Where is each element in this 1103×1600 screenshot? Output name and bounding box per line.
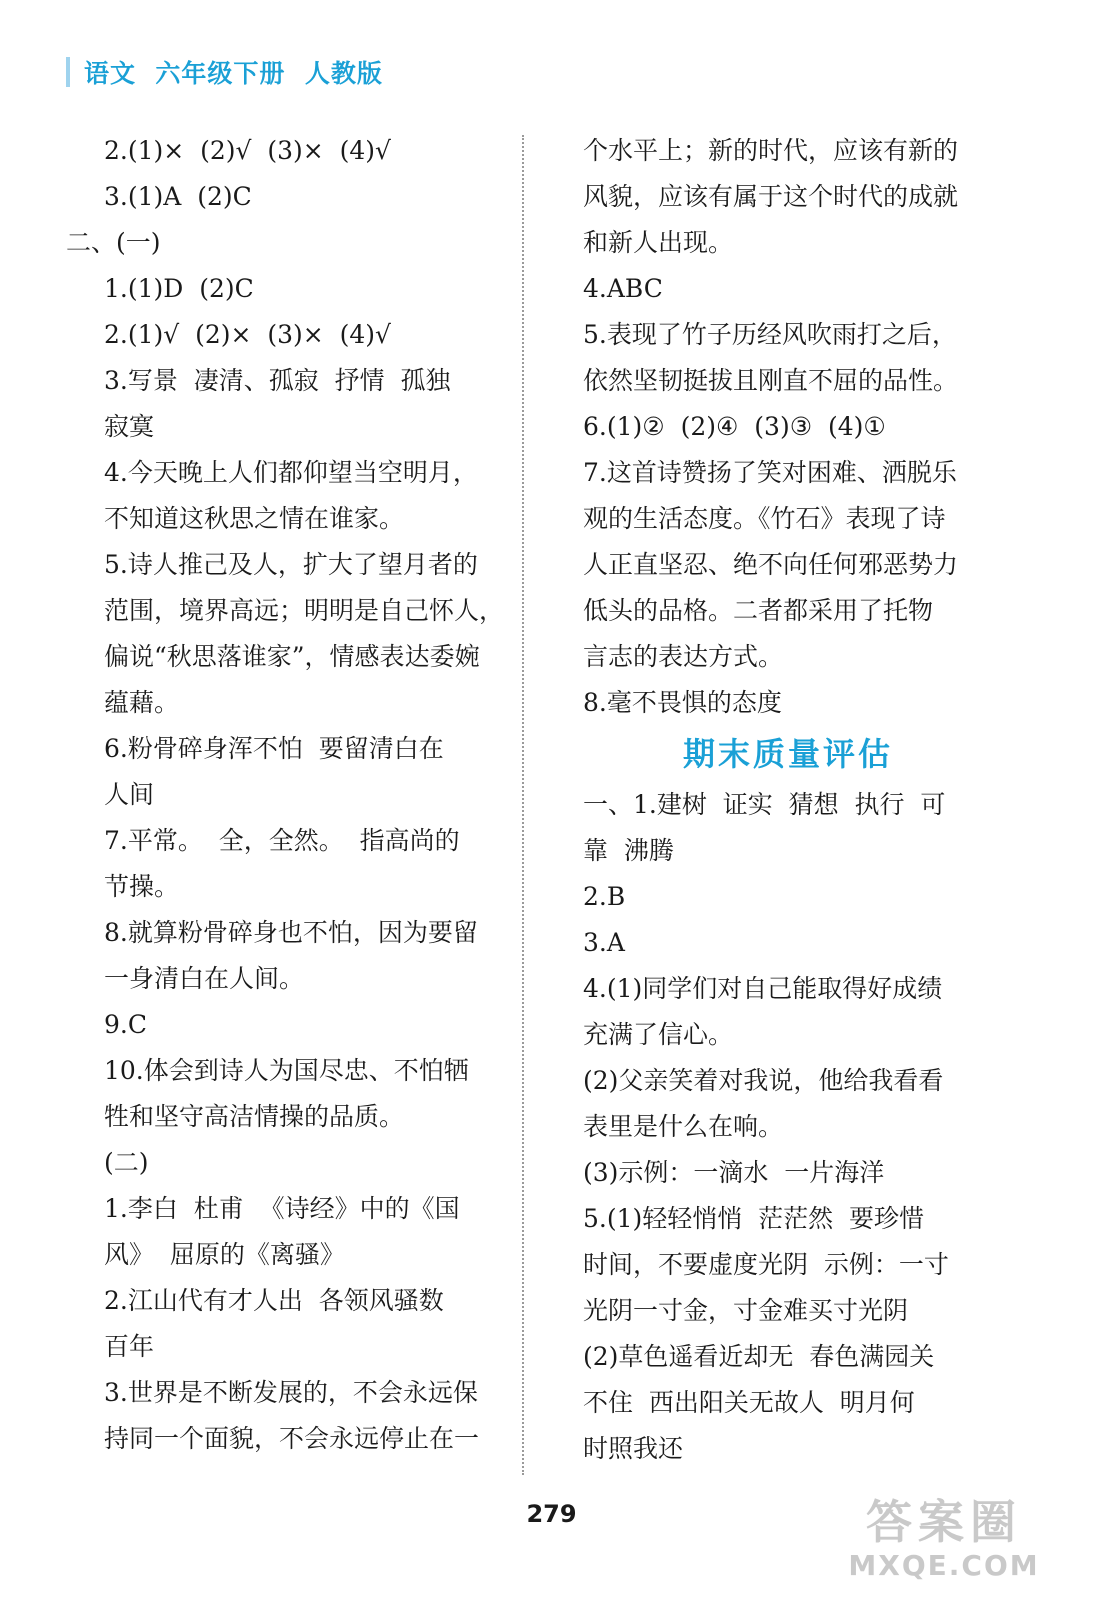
- answer-line: 不知道这秋思之情在谁家。: [104, 504, 405, 533]
- page-header: [66, 54, 383, 90]
- answer-line: 10.体会到诗人为国尽忠、不怕牺: [104, 1056, 469, 1085]
- header-title: 语文 六年级下册 人教版: [84, 59, 383, 88]
- answer-line: 时间，不要虚度光阴 示例：一寸: [583, 1250, 949, 1279]
- answer-line: 7.平常。 全，全然。 指高尚的: [104, 826, 460, 855]
- answer-line: 3.A: [583, 928, 625, 957]
- answer-line: 和新人出现。: [583, 228, 734, 257]
- answer-line: 牲和坚守高洁情操的品质。: [104, 1102, 405, 1131]
- answer-line: 充满了信心。: [583, 1020, 734, 1049]
- answer-line: 6.粉骨碎身浑不怕 要留清白在: [104, 734, 444, 763]
- watermark-top-text: 答案圈: [866, 1495, 1022, 1549]
- answer-line: 2.B: [583, 882, 626, 911]
- answer-line: 2.(1)× (2)√ (3)× (4)√: [104, 136, 391, 165]
- answer-line: 光阴一寸金，寸金难买寸光阴: [583, 1296, 909, 1325]
- watermark-logo: [829, 1494, 1059, 1586]
- answer-line: 风貌，应该有属于这个时代的成就: [583, 182, 959, 211]
- answer-line: 7.这首诗赞扬了笑对困难、洒脱乐: [583, 458, 957, 487]
- answer-line: 观的生活态度。《竹石》表现了诗: [583, 504, 946, 533]
- answer-line: 依然坚韧挺拔且刚直不屈的品性。: [583, 366, 959, 395]
- answer-line: 3.写景 凄清、孤寂 抒情 孤独: [104, 366, 451, 395]
- answer-line: 8.就算粉骨碎身也不怕，因为要留: [104, 918, 478, 947]
- answer-line: 人正直坚忍、绝不向任何邪恶势力: [583, 550, 959, 579]
- answer-line: 8.毫不畏惧的态度: [583, 688, 782, 717]
- answer-line: (二): [104, 1148, 149, 1177]
- answer-line: 1.(1)D (2)C: [104, 274, 254, 303]
- section-title: 期末质量评估: [682, 735, 893, 773]
- answer-line: 3.世界是不断发展的，不会永远保: [104, 1378, 478, 1407]
- answer-line: 持同一个面貌，不会永远停止在一: [104, 1424, 480, 1453]
- answer-line: 时照我还: [583, 1434, 684, 1463]
- answer-line: 4.(1)同学们对自己能取得好成绩: [583, 974, 943, 1003]
- right-answer-column: [583, 128, 993, 1472]
- final-assessment-answers: [583, 782, 993, 1472]
- answer-line: (3)示例：一滴水 一片海洋: [583, 1158, 885, 1187]
- answer-line: 5.(1)轻轻悄悄 茫茫然 要珍惜: [583, 1204, 925, 1233]
- answer-line: 节操。: [104, 872, 180, 901]
- answer-line: 个水平上；新的时代，应该有新的: [583, 136, 959, 165]
- answer-line: 百年: [104, 1332, 155, 1361]
- answer-line: 5.表现了竹子历经风吹雨打之后，: [583, 320, 957, 349]
- answer-line: 3.(1)A (2)C: [104, 182, 252, 211]
- answer-line: 人间: [104, 780, 155, 809]
- answer-line: 蕴藉。: [104, 688, 180, 717]
- answer-line: 表里是什么在响。: [583, 1112, 784, 1141]
- answer-line: (2)草色遥看近却无 春色满园关: [583, 1342, 935, 1371]
- answer-line: 寂寞: [104, 412, 155, 441]
- answer-line: 2.(1)√ (2)× (3)× (4)√: [104, 320, 391, 349]
- answer-line: 一、1.建树 证实 猜想 执行 可: [583, 790, 946, 819]
- answer-line: 言志的表达方式。: [583, 642, 784, 671]
- answer-line: 9.C: [104, 1010, 147, 1039]
- answer-line: 4.今天晚上人们都仰望当空明月，: [104, 458, 478, 487]
- column-divider: [522, 135, 524, 1475]
- answer-line: 偏说“秋思落谁家”，情感表达委婉: [104, 642, 480, 671]
- answer-line: 风》 屈原的《离骚》: [104, 1240, 345, 1269]
- answer-line: 不住 西出阳关无故人 明月何: [583, 1388, 915, 1417]
- answer-line: 1.李白 杜甫 《诗经》中的《国: [104, 1194, 460, 1223]
- answer-line: 2.江山代有才人出 各领风骚数: [104, 1286, 444, 1315]
- answer-line: 6.(1)② (2)④ (3)③ (4)①: [583, 412, 886, 441]
- answer-line: 一身清白在人间。: [104, 964, 305, 993]
- answer-line: 二、(一): [66, 228, 161, 257]
- answer-line: (2)父亲笑着对我说，他给我看看: [583, 1066, 944, 1095]
- header-accent-bar: [66, 57, 70, 87]
- answer-line: 4.ABC: [583, 274, 663, 303]
- page-number: 279: [526, 1500, 577, 1528]
- answer-line: 靠 沸腾: [583, 836, 674, 865]
- answer-line: 低头的品格。二者都采用了托物: [583, 596, 934, 625]
- watermark-bottom-text: MXQE.COM: [848, 1549, 1040, 1582]
- left-answer-column: [66, 128, 514, 1462]
- answer-line: 5.诗人推己及人，扩大了望月者的: [104, 550, 478, 579]
- right-answers-continued: [583, 128, 993, 726]
- answer-line: 范围，境界高远；明明是自己怀人，: [104, 596, 505, 625]
